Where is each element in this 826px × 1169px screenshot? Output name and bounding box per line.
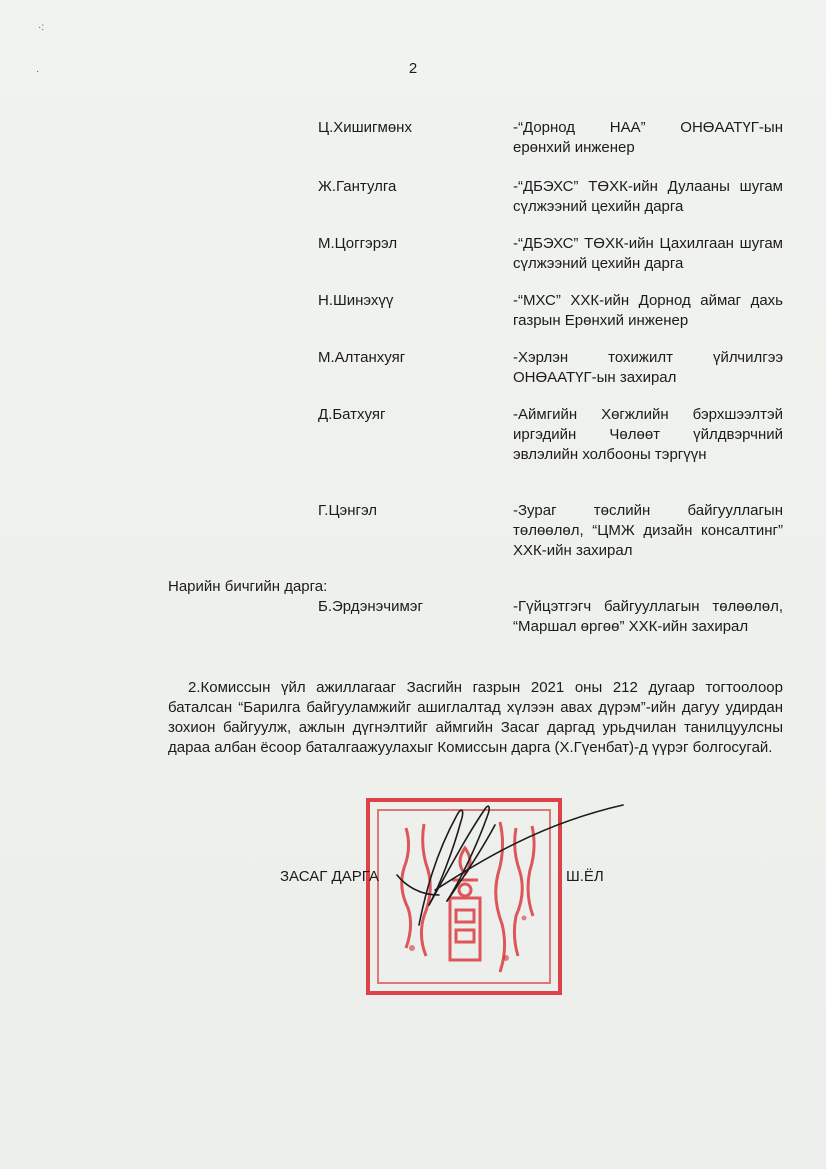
member-name: М.Цоггэрэл	[318, 235, 398, 252]
member-name: Ж.Гантулга	[318, 178, 397, 195]
signatory-name: Ш.ЁЛ	[566, 868, 604, 885]
secretary-role: -Гүйцэтгэгч байгууллагын төлөөлөл, “Маршал өргөө” ХХК-ийн захирал	[513, 598, 783, 635]
secretary-name: Б.Эрдэнэчимэг	[318, 598, 423, 615]
page-number: 2	[408, 60, 418, 77]
secretary-label: Нарийн бичгийн дарга:	[168, 578, 328, 595]
member-name: Н.Шинэхүү	[318, 292, 394, 309]
member-role: -“ДБЭХС” ТӨХК-ийн Дулааны шугам сүлжээний цехийн дарга	[513, 178, 783, 215]
member-role: -Аймгийн Хөгжлийн бэрхшээлтэй иргэдийн Чөлөөт үйлдвэрчний эвлэлийн холбооны тэргүүн	[513, 406, 783, 463]
member-role: -Хэрлэн тохижилт үйлчилгээ ОНӨААТҮГ-ын захирал	[513, 349, 783, 386]
signatory-title: ЗАСАГ ДАРГА	[280, 868, 379, 885]
handwritten-signature-icon	[395, 795, 625, 935]
scan-speck: ·	[36, 66, 40, 77]
member-role: -Зураг төслийн байгууллагын төлөөлөл, “ЦМЖ дизайн консалтинг” ХХК-ийн захирал	[513, 502, 783, 559]
member-name: М.Алтанхуяг	[318, 349, 406, 366]
member-role: -“Дорнод НАА” ОНӨААТҮГ-ын ерөнхий инженер	[513, 119, 783, 156]
member-role: -“МХС” ХХК-ийн Дорнод аймаг дахь газрын Ерөнхий инженер	[513, 292, 783, 329]
member-name: Ц.Хишигмөнх	[318, 119, 412, 136]
member-role: -“ДБЭХС” ТӨХК-ийн Цахилгаан шугам сүлжээний цехийн дарга	[513, 235, 783, 272]
member-name: Г.Цэнгэл	[318, 502, 378, 519]
scan-speck: ·:	[38, 22, 45, 33]
member-name: Д.Батхуяг	[318, 406, 386, 423]
resolution-paragraph: 2.Комиссын үйл ажиллагааг Засгийн газрын 2021 оны 212 дугаар тогтоолоор баталсан “Барилга байгууламжийг ашиглалтад хүлээн авах дүрэм”-ийн дагуу удирдан зохион байгуулж, ажлын дүгнэлтийг аймгийн Засаг даргад урьдчилан танилцуулсны дараа албан ёсоор баталгаажуулахыг Комиссын дарга (Х.Гүенбат)-д үүрэг болгосугай.	[168, 679, 783, 756]
